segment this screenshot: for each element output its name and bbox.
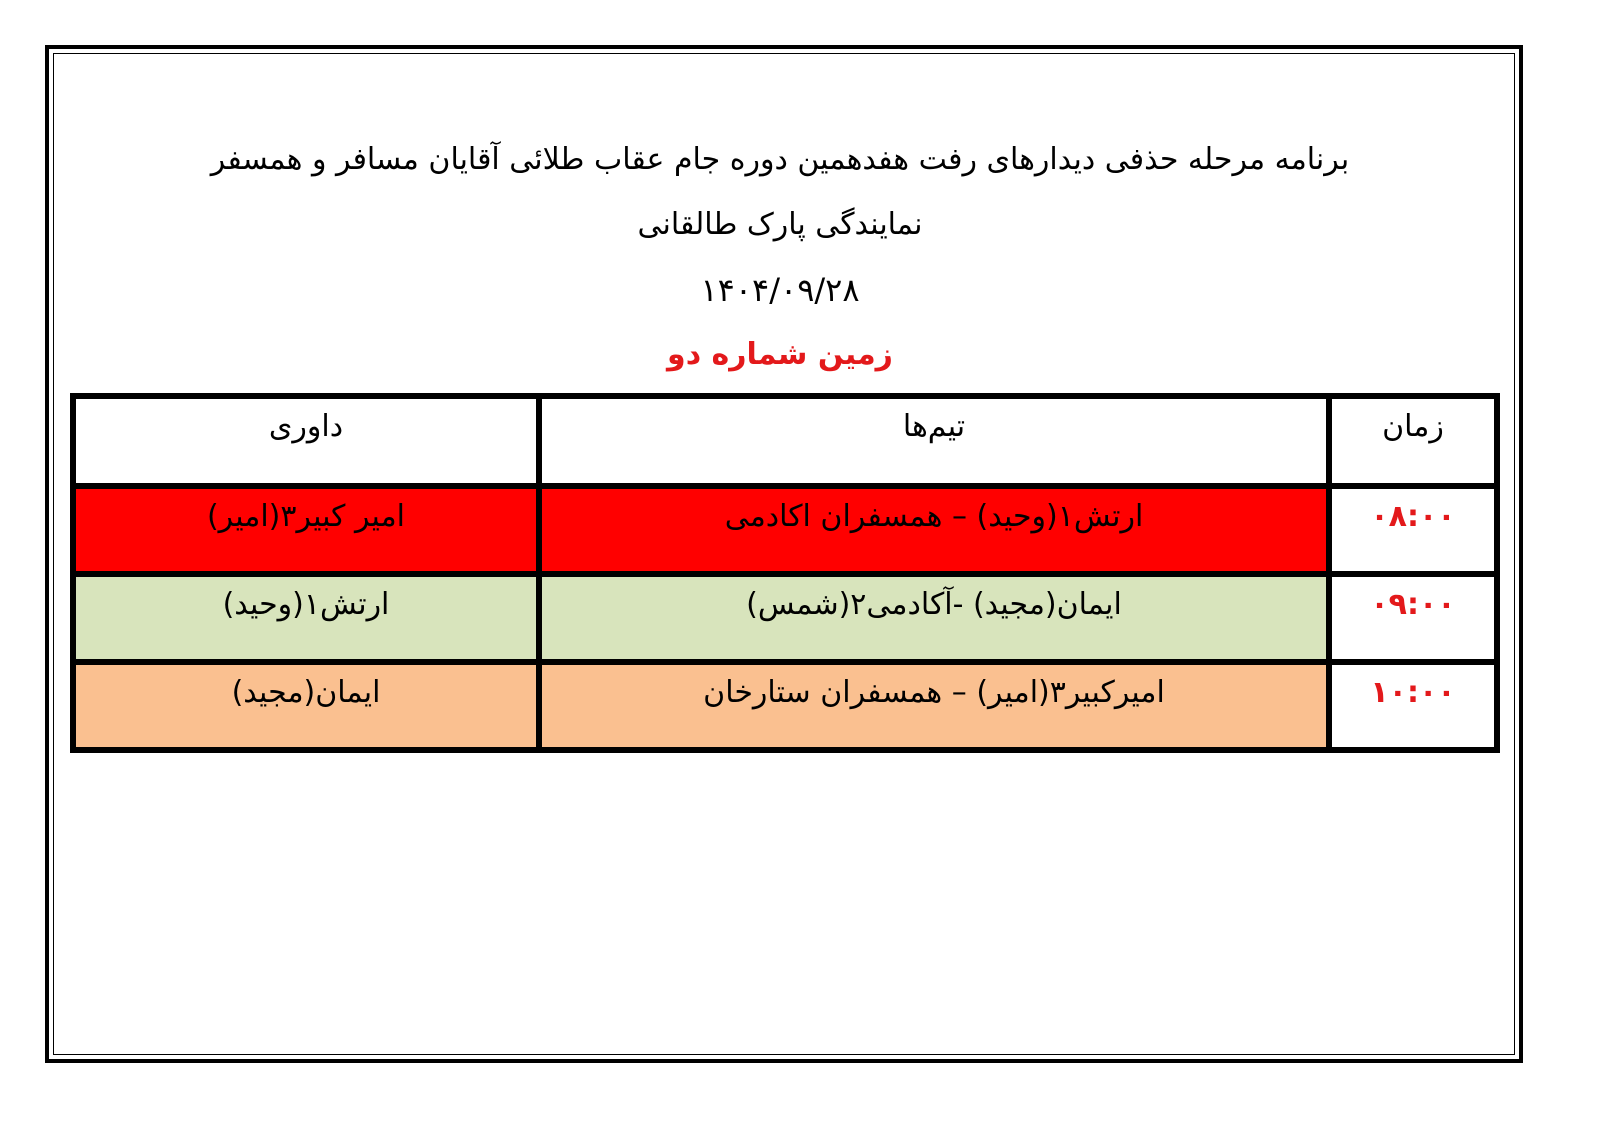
title-line-1: برنامه مرحله حذفی دیدارهای رفت هفدهمین دوره جام عقاب طلائی آقایان مسافر و همسفر: [210, 142, 1350, 177]
match-referee: امیر کبیر۳(امیر): [73, 486, 539, 574]
schedule-date: ۱۴۰۴/۰۹/۲۸: [700, 271, 860, 309]
field-label: زمین شماره دو: [667, 337, 893, 372]
header-teams: تیم‌ها: [539, 396, 1329, 486]
match-referee: ارتش۱(وحید): [73, 574, 539, 662]
title-line-2: نمایندگی پارک طالقانی: [637, 207, 923, 242]
match-time: ۱۰:۰۰: [1329, 662, 1497, 750]
match-teams: ایمان(مجید) -آکادمی۲(شمس): [539, 574, 1329, 662]
match-referee: ایمان(مجید): [73, 662, 539, 750]
match-time: ۰۸:۰۰: [1329, 486, 1497, 574]
table-row: [73, 662, 1497, 750]
table-row: [73, 486, 1497, 574]
table-header-row: [73, 396, 1497, 486]
schedule-table: [70, 393, 1500, 753]
header-time: زمان: [1329, 396, 1497, 486]
match-teams: امیرکبیر۳(امیر) – همسفران ستارخان: [539, 662, 1329, 750]
match-time: ۰۹:۰۰: [1329, 574, 1497, 662]
table-row: [73, 574, 1497, 662]
match-teams: ارتش۱(وحید) – همسفران اکادمی: [539, 486, 1329, 574]
header-referee: داوری: [73, 396, 539, 486]
